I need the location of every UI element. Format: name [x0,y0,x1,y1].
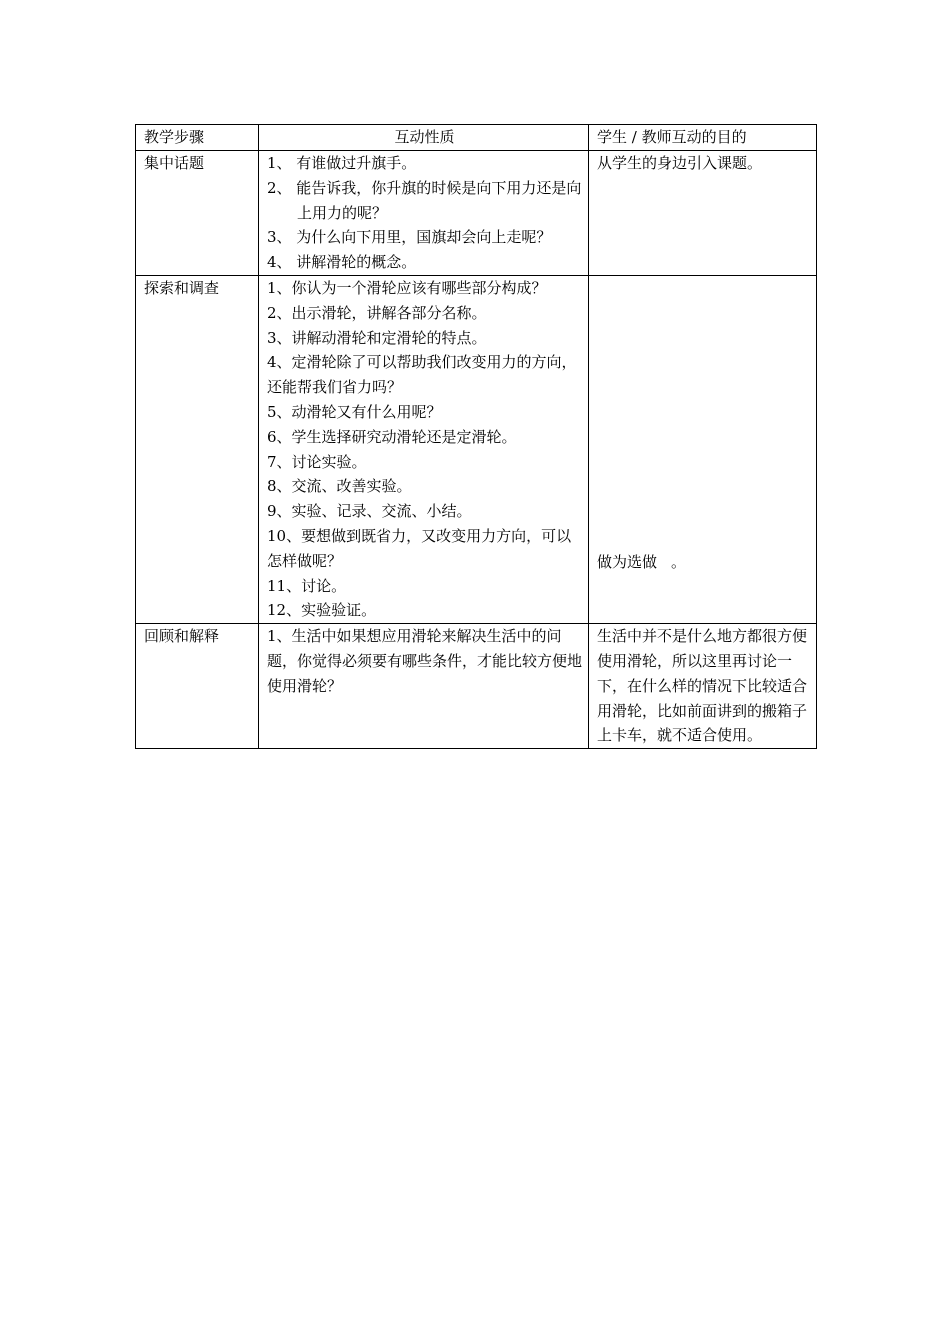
table-row [136,151,817,276]
table-row [136,275,817,623]
list-item: 9、实验、记录、交流、小结。 [267,502,472,521]
table-header-row [136,125,817,151]
header-purpose: 学生 / 教师互动的目的 [589,125,817,151]
list-item: 4、定滑轮除了可以帮助我们改变用力的方向，还能帮我们省力吗？ [267,353,577,397]
list-item: 1、生活中如果想应用滑轮来解决生活中的问题，你觉得必须要有哪些条件，才能比较方便地使用滑轮？ [267,627,583,695]
header-step: 教学步骤 [136,125,259,151]
header-interaction: 互动性质 [259,125,589,151]
list-item: 3、 为什么向下用里，国旗却会向上走呢？ [267,228,552,247]
list-item: 2、 能告诉我，你升旗的时候是向下用力还是向上用力的呢？ [267,178,582,222]
list-item: 2、出示滑轮，讲解各部分名称。 [267,303,487,322]
interaction-cell [259,624,589,749]
purpose-note [597,550,810,623]
purpose-cell [589,275,817,623]
interaction-cell [259,151,589,276]
list-item: 12、实验验证。 [267,601,377,620]
list-item: 11、讨论。 [267,576,347,595]
list-item: 1、你认为一个滑轮应该有哪些部分构成？ [267,278,547,297]
list-item: 4、 讲解滑轮的概念。 [267,253,417,272]
list-item: 6、学生选择研究动滑轮还是定滑轮。 [267,427,517,446]
lesson-plan-table [135,124,817,749]
list-item: 10、要想做到既省力，又改变用力方向，可以怎样做呢？ [267,526,572,570]
purpose-note-end: 。 [671,553,687,572]
list-item: 8、交流、改善实验。 [267,477,412,496]
interaction-cell [259,275,589,623]
purpose-note-text: 做为选做 [597,553,658,572]
list-item: 5、动滑轮又有什么用呢？ [267,402,442,421]
list-item: 3、讲解动滑轮和定滑轮的特点。 [267,328,487,347]
purpose-cell: 从学生的身边引入课题。 [589,151,817,276]
step-cell: 探索和调查 [136,275,259,623]
list-item: 7、讨论实验。 [267,452,367,471]
purpose-cell: 生活中并不是什么地方都很方便使用滑轮，所以这里再讨论一下，在什么样的情况下比较适合用滑轮，比如前面讲到的搬箱子上卡车，就不适合使用。 [589,624,817,749]
step-cell: 回顾和解释 [136,624,259,749]
step-cell: 集中话题 [136,151,259,276]
table-row [136,624,817,749]
list-item: 1、 有谁做过升旗手。 [267,154,417,172]
